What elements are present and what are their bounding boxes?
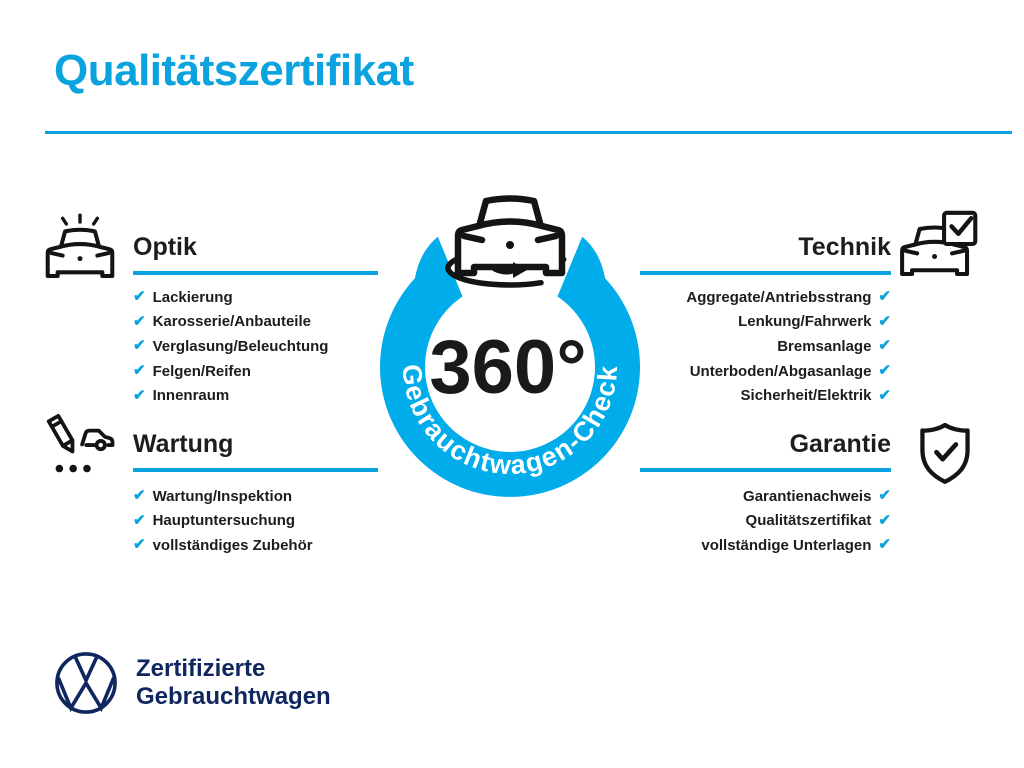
section-title-optik: Optik bbox=[133, 233, 378, 275]
footer-claim-line2: Gebrauchtwagen bbox=[136, 683, 331, 710]
check-icon: ✔ bbox=[878, 312, 891, 330]
check-item bbox=[133, 310, 328, 335]
title-divider bbox=[45, 131, 1012, 134]
check-item-label: Karosserie/Anbauteile bbox=[152, 313, 311, 331]
check-item-label: Garantienachweis bbox=[743, 487, 872, 505]
check-item bbox=[640, 334, 891, 359]
technik-item-list bbox=[640, 285, 891, 408]
check-icon: ✔ bbox=[878, 288, 891, 306]
check-item-label: Innenraum bbox=[152, 387, 230, 405]
car-shine-icon bbox=[44, 210, 116, 280]
footer-claim bbox=[136, 655, 331, 711]
car-checkbox-icon bbox=[899, 206, 981, 282]
check-item bbox=[640, 533, 891, 558]
check-item bbox=[133, 509, 313, 534]
check-item bbox=[640, 383, 891, 408]
check-item-label: Bremsanlage bbox=[777, 337, 872, 355]
check-item-label: Unterboden/Abgasanlage bbox=[689, 362, 872, 380]
check-item bbox=[640, 509, 891, 534]
check-icon: ✔ bbox=[133, 386, 146, 404]
check-item-label: vollständige Unterlagen bbox=[701, 536, 872, 554]
check-icon: ✔ bbox=[878, 487, 891, 505]
check-item bbox=[640, 359, 891, 384]
check-item-label: Wartung/Inspektion bbox=[152, 487, 293, 505]
footer-claim-line1: Zertifizierte bbox=[136, 655, 266, 682]
section-title-garantie: Garantie bbox=[640, 430, 891, 472]
shield-check-icon bbox=[917, 419, 973, 487]
ring-label: Gebrauchtwagen-Check bbox=[396, 363, 624, 481]
check-item bbox=[133, 285, 328, 310]
car-rotation-icon bbox=[448, 199, 564, 285]
check-item bbox=[133, 359, 328, 384]
check-item-label: Lenkung/Fahrwerk bbox=[738, 313, 872, 331]
check-item bbox=[133, 484, 313, 509]
check-item bbox=[640, 310, 891, 335]
wartung-item-list bbox=[133, 484, 313, 558]
check-icon: ✔ bbox=[133, 312, 146, 330]
vw-logo bbox=[53, 650, 119, 716]
check-icon: ✔ bbox=[133, 337, 146, 355]
check-item-label: vollständiges Zubehör bbox=[152, 536, 313, 554]
check-item-label: Lackierung bbox=[152, 288, 233, 306]
check-item bbox=[133, 383, 328, 408]
check-item-label: Sicherheit/Elektrik bbox=[740, 387, 872, 405]
check-icon: ✔ bbox=[133, 288, 146, 306]
360-degree-label: 360° bbox=[429, 325, 587, 410]
section-title-wartung: Wartung bbox=[133, 430, 378, 472]
check-item bbox=[133, 334, 328, 359]
check-item-label: Qualitätszertifikat bbox=[745, 512, 872, 530]
check-item bbox=[640, 484, 891, 509]
check-item bbox=[640, 285, 891, 310]
check-icon: ✔ bbox=[878, 536, 891, 554]
check-item-label: Verglasung/Beleuchtung bbox=[152, 337, 329, 355]
check-icon: ✔ bbox=[133, 536, 146, 554]
page-title: Qualitätszertifikat bbox=[54, 46, 414, 95]
360-check-badge bbox=[350, 188, 670, 518]
check-item bbox=[133, 533, 313, 558]
check-icon: ✔ bbox=[878, 386, 891, 404]
service-checklist-icon bbox=[38, 404, 118, 482]
section-title-technik: Technik bbox=[640, 233, 891, 275]
check-icon: ✔ bbox=[878, 511, 891, 529]
check-item-label: Felgen/Reifen bbox=[152, 362, 251, 380]
check-item-label: Hauptuntersuchung bbox=[152, 512, 296, 530]
check-item-label: Aggregate/Antriebsstrang bbox=[686, 288, 872, 306]
check-icon: ✔ bbox=[878, 337, 891, 355]
check-icon: ✔ bbox=[133, 487, 146, 505]
check-icon: ✔ bbox=[133, 511, 146, 529]
check-icon: ✔ bbox=[133, 362, 146, 380]
check-icon: ✔ bbox=[878, 362, 891, 380]
garantie-item-list bbox=[640, 484, 891, 558]
optik-item-list bbox=[133, 285, 328, 408]
